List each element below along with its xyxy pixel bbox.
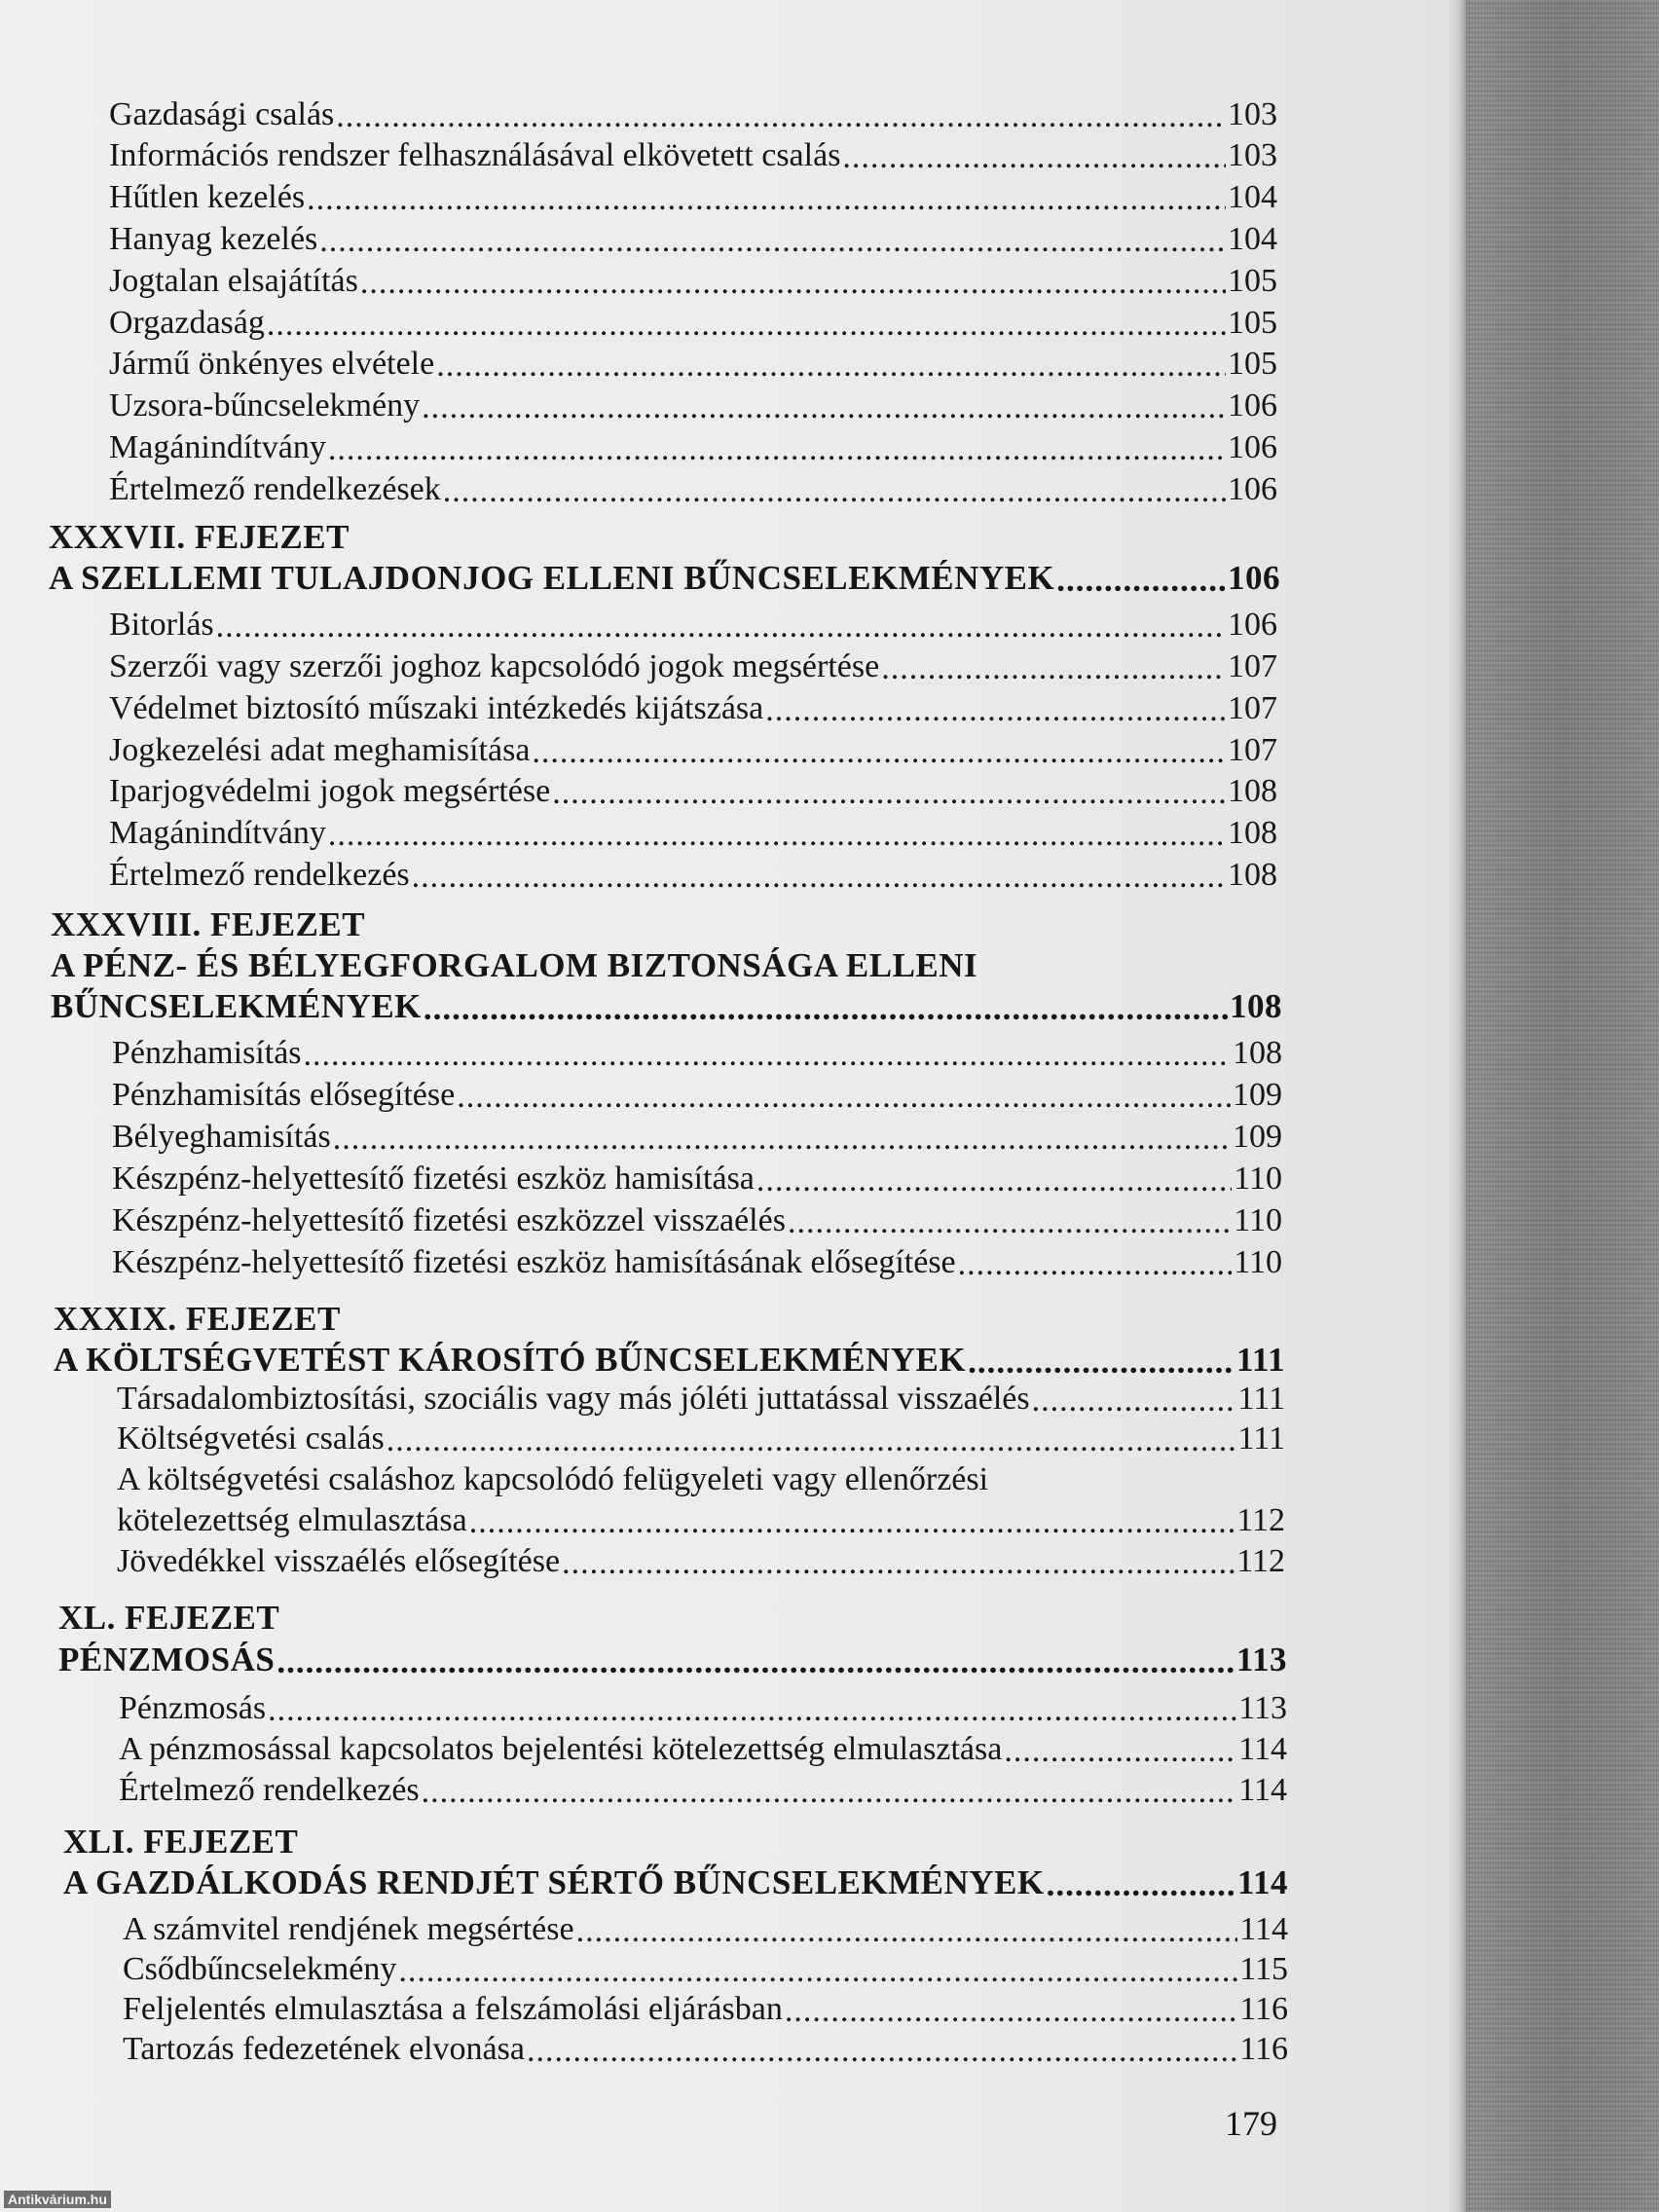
dot-leader bbox=[436, 345, 1226, 384]
toc-entry bbox=[109, 468, 1277, 511]
toc-entry bbox=[119, 1728, 1287, 1771]
toc-entry bbox=[109, 343, 1277, 386]
toc-entry-page: 104 bbox=[1228, 179, 1277, 215]
dot-leader bbox=[307, 178, 1226, 217]
dot-leader bbox=[1056, 559, 1226, 598]
page-edge bbox=[1449, 0, 1466, 2212]
toc-entry-page: 106 bbox=[1228, 607, 1277, 643]
chapter-title-row bbox=[54, 1339, 1285, 1382]
dot-leader bbox=[1004, 1730, 1236, 1769]
toc-entry-page: 113 bbox=[1238, 1690, 1287, 1726]
toc-entry-page: 106 bbox=[1228, 429, 1277, 465]
dot-leader bbox=[328, 814, 1226, 853]
toc-entry bbox=[112, 1116, 1282, 1159]
dot-leader bbox=[968, 1341, 1235, 1380]
dot-leader bbox=[268, 1689, 1236, 1728]
toc-entry-page: 109 bbox=[1233, 1077, 1282, 1113]
toc-entry bbox=[109, 176, 1277, 219]
toc-entry bbox=[123, 1908, 1288, 1951]
toc-entry-title: A pénzmosással kapcsolatos bejelentési kötelezettség elmulasztása bbox=[119, 1731, 1003, 1767]
toc-entry-title: Készpénz-helyettesítő fizetési eszköz hamisításának elősegítése bbox=[112, 1244, 956, 1280]
toc-entry-line bbox=[117, 1458, 1285, 1501]
toc-entry-page: 112 bbox=[1236, 1543, 1285, 1579]
toc-entry-page: 114 bbox=[1239, 1911, 1288, 1947]
chapter-title: PÉNZMOSÁS bbox=[58, 1641, 276, 1678]
toc-entry-page: 107 bbox=[1228, 648, 1277, 684]
dot-leader bbox=[576, 1910, 1238, 1949]
dot-leader bbox=[422, 387, 1226, 425]
toc-entry-page: 110 bbox=[1234, 1202, 1282, 1238]
dot-leader bbox=[756, 1160, 1232, 1198]
chapter-title-row bbox=[49, 557, 1280, 600]
chapter-page: 111 bbox=[1235, 1341, 1285, 1379]
dot-leader bbox=[527, 2030, 1237, 2069]
toc-entry-title: Gazdasági csalás bbox=[109, 96, 335, 132]
toc-entry bbox=[112, 1199, 1282, 1242]
dot-leader bbox=[765, 689, 1226, 728]
dot-leader bbox=[360, 262, 1226, 301]
toc-entry-page: 108 bbox=[1228, 815, 1277, 851]
toc-entry bbox=[109, 260, 1277, 303]
toc-entry-page: 107 bbox=[1228, 690, 1277, 726]
toc-entry bbox=[112, 1158, 1282, 1200]
dot-leader bbox=[562, 1542, 1235, 1581]
toc-entry bbox=[119, 1769, 1287, 1812]
toc-entry-title: Értelmező rendelkezés bbox=[109, 857, 410, 893]
toc-entry-title: Védelmet biztosító műszaki intézkedés kijátszása bbox=[109, 690, 764, 726]
toc-entry-page: 109 bbox=[1233, 1119, 1282, 1155]
chapter-title-line: A PÉNZ- ÉS BÉLYEGFORGALOM BIZTONSÁGA ELLENI bbox=[51, 946, 978, 984]
toc-entry bbox=[109, 426, 1277, 469]
dot-leader bbox=[788, 1201, 1232, 1240]
toc-entry bbox=[123, 1988, 1288, 2031]
toc-entry bbox=[119, 1687, 1287, 1730]
toc-entry-page: 110 bbox=[1234, 1161, 1282, 1197]
toc-entry-page: 107 bbox=[1228, 732, 1277, 768]
dot-leader bbox=[398, 1950, 1237, 1989]
dot-leader bbox=[412, 856, 1226, 895]
toc-entry-page: 106 bbox=[1228, 387, 1277, 424]
toc-entry bbox=[117, 1540, 1285, 1583]
dot-leader bbox=[552, 772, 1226, 811]
chapter-number: XLI. FEJEZET bbox=[63, 1823, 299, 1861]
toc-entry bbox=[109, 645, 1277, 688]
toc-entry-page: 108 bbox=[1228, 773, 1277, 809]
toc-entry-title: Magánindítvány bbox=[109, 429, 326, 465]
dot-leader bbox=[443, 470, 1226, 509]
toc-entry-page: 111 bbox=[1237, 1420, 1285, 1456]
toc-entry-page: 103 bbox=[1228, 137, 1277, 173]
dot-leader bbox=[319, 220, 1226, 259]
page-number: 179 bbox=[1225, 2104, 1277, 2143]
toc-entry bbox=[109, 302, 1277, 345]
chapter-title: A KÖLTSÉGVETÉST KÁROSÍTÓ BŰNCSELEKMÉNYEK bbox=[54, 1341, 967, 1379]
toc-entry-title: Magánindítvány bbox=[109, 815, 326, 851]
toc-entry-page: 112 bbox=[1236, 1502, 1285, 1538]
chapter-title-row bbox=[63, 1862, 1288, 1904]
toc-entry-title: Feljelentés elmulasztása a felszámolási eljárásban bbox=[123, 1991, 783, 2027]
toc-entry bbox=[109, 770, 1277, 813]
toc-entry-title: Társadalombiztosítási, szociális vagy más jóléti juttatással visszaélés bbox=[117, 1381, 1030, 1417]
toc-entry-title: Szerzői vagy szerzői joghoz kapcsolódó jogok megsértése bbox=[109, 648, 880, 684]
toc-entry-page: 104 bbox=[1228, 221, 1277, 257]
dot-leader bbox=[469, 1501, 1235, 1540]
toc-entry bbox=[109, 385, 1277, 427]
watermark: Antikvárium.hu bbox=[4, 2191, 111, 2208]
toc-entry bbox=[109, 812, 1277, 855]
dot-leader bbox=[422, 1771, 1237, 1810]
dot-leader bbox=[1047, 1863, 1235, 1902]
chapter-title: BŰNCSELEKMÉNYEK bbox=[51, 987, 422, 1025]
toc-entry-title: Jövedékkel visszaélés elősegítése bbox=[117, 1543, 561, 1579]
toc-entry bbox=[109, 134, 1277, 177]
chapter-number: XXXVIII. FEJEZET bbox=[51, 905, 366, 943]
toc-entry-page: 110 bbox=[1234, 1244, 1282, 1280]
toc-entry-title: kötelezettség elmulasztása bbox=[117, 1502, 467, 1538]
dot-leader bbox=[457, 1076, 1231, 1115]
toc-entry bbox=[109, 218, 1277, 261]
toc-entry-title: Orgazdaság bbox=[109, 305, 265, 341]
toc-entry bbox=[117, 1418, 1285, 1460]
toc-entry-title: Hanyag kezelés bbox=[109, 221, 318, 257]
dot-leader bbox=[328, 428, 1226, 467]
toc-entry-page: 108 bbox=[1228, 857, 1277, 893]
toc-entry-title: Hűtlen kezelés bbox=[109, 179, 306, 215]
toc-entry bbox=[117, 1499, 1285, 1542]
dot-leader bbox=[304, 1034, 1231, 1073]
toc-entry-title: Jogtalan elsajátítás bbox=[109, 263, 358, 299]
toc-entry-title: Pénzhamisítás elősegítése bbox=[112, 1077, 456, 1113]
chapter-title: A GAZDÁLKODÁS RENDJÉT SÉRTŐ BŰNCSELEKMÉNYEK bbox=[63, 1863, 1045, 1901]
dot-leader bbox=[1032, 1380, 1236, 1419]
toc-entry-title: Tartozás fedezetének elvonása bbox=[123, 2031, 525, 2067]
toc-entry-title: Uzsora-bűncselekmény bbox=[109, 387, 421, 424]
chapter-number: XXXVII. FEJEZET bbox=[49, 518, 350, 556]
chapter-number: XXXIX. FEJEZET bbox=[54, 1300, 341, 1338]
toc-entry-title: Készpénz-helyettesítő fizetési eszköz hamisítása bbox=[112, 1161, 755, 1197]
chapter-title-row bbox=[58, 1639, 1287, 1681]
toc-entry bbox=[112, 1032, 1282, 1075]
toc-entry-title: Készpénz-helyettesítő fizetési eszközzel visszaélés bbox=[112, 1202, 786, 1238]
toc-entry-title: Információs rendszer felhasználásával elkövetett csalás bbox=[109, 137, 841, 173]
toc-entry bbox=[109, 93, 1277, 136]
toc-entry-page: 114 bbox=[1238, 1731, 1287, 1767]
toc-entry-page: 103 bbox=[1228, 96, 1277, 132]
toc-entry bbox=[109, 729, 1277, 772]
toc-entry-title: Jogkezelési adat meghamisítása bbox=[109, 732, 531, 768]
toc-entry-page: 105 bbox=[1228, 263, 1277, 299]
toc-entry-title: A számvitel rendjének megsértése bbox=[123, 1911, 574, 1947]
toc-entry-title: Csődbűncselekmény bbox=[123, 1951, 397, 1987]
toc-entry-page: 106 bbox=[1228, 471, 1277, 507]
dot-leader bbox=[216, 606, 1226, 645]
dot-leader bbox=[785, 1990, 1237, 2029]
toc-entry-page: 105 bbox=[1228, 305, 1277, 341]
dot-leader bbox=[333, 1118, 1231, 1157]
toc-entry-page: 111 bbox=[1237, 1381, 1285, 1417]
toc-entry bbox=[112, 1074, 1282, 1117]
toc-entry-page: 108 bbox=[1233, 1035, 1282, 1071]
dot-leader bbox=[842, 136, 1226, 175]
toc-entry bbox=[109, 604, 1277, 646]
toc-entry-title: Pénzhamisítás bbox=[112, 1035, 302, 1071]
toc-entry-page: 114 bbox=[1238, 1772, 1287, 1808]
toc-entry-title: Pénzmosás bbox=[119, 1690, 267, 1726]
toc-entry-page: 105 bbox=[1228, 346, 1277, 382]
toc-entry-title: Költségvetési csalás bbox=[117, 1420, 385, 1456]
toc-entry-page: 116 bbox=[1239, 2031, 1288, 2067]
toc-entry bbox=[109, 854, 1277, 897]
toc-entry-title: Értelmező rendelkezések bbox=[109, 471, 441, 507]
toc-entry-page: 116 bbox=[1239, 1991, 1288, 2027]
toc-entry-title: A költségvetési csaláshoz kapcsolódó felügyeleti vagy ellenőrzési bbox=[117, 1461, 989, 1497]
chapter-page: 106 bbox=[1228, 559, 1280, 597]
toc-entry-title: Értelmező rendelkezés bbox=[119, 1772, 420, 1808]
chapter-title: A SZELLEMI TULAJDONJOG ELLENI BŰNCSELEKMÉNYEK bbox=[49, 559, 1055, 597]
dot-leader bbox=[267, 304, 1226, 343]
toc-entry bbox=[112, 1241, 1282, 1284]
dot-leader bbox=[336, 95, 1226, 134]
dot-leader bbox=[881, 647, 1226, 686]
toc-entry bbox=[123, 1948, 1288, 1991]
toc-entry-page: 115 bbox=[1239, 1951, 1288, 1987]
toc-entry bbox=[123, 2028, 1288, 2071]
toc-entry-title: Jármű önkényes elvétele bbox=[109, 346, 435, 382]
dot-leader bbox=[424, 987, 1228, 1026]
toc-entry-title: Iparjogvédelmi jogok megsértése bbox=[109, 773, 551, 809]
dot-leader bbox=[532, 731, 1226, 770]
dot-leader bbox=[276, 1641, 1235, 1679]
chapter-page: 113 bbox=[1235, 1641, 1287, 1678]
chapter-title-row bbox=[51, 985, 1282, 1028]
chapter-page: 108 bbox=[1230, 987, 1282, 1025]
toc-entry-title: Bitorlás bbox=[109, 607, 214, 643]
chapter-number: XL. FEJEZET bbox=[58, 1599, 280, 1637]
dot-leader bbox=[387, 1419, 1236, 1458]
toc-entry-title: Bélyeghamisítás bbox=[112, 1119, 331, 1155]
chapter-page: 114 bbox=[1236, 1863, 1288, 1901]
facing-page-shadow bbox=[1466, 0, 1659, 2212]
toc-entry bbox=[117, 1378, 1285, 1420]
dot-leader bbox=[958, 1243, 1233, 1282]
toc-entry bbox=[109, 687, 1277, 730]
